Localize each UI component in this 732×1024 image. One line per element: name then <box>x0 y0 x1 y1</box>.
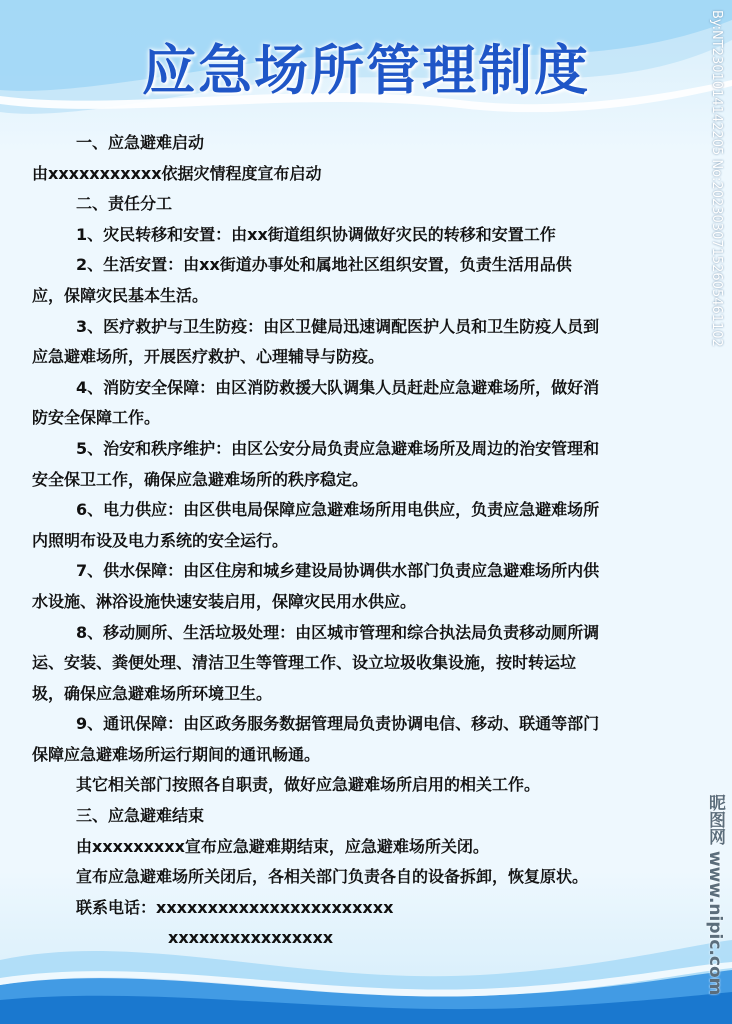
duty-item-5: 5、治安和秩序维护：由区公安分局负责应急避难场所及周边的治安管理和 <box>76 438 600 458</box>
regulation-body <box>32 128 704 954</box>
duty-item-6: 6、电力供应：由区供电局保障应急避难场所用电供应，负责应急避难场所 <box>76 500 600 520</box>
contact-value-2: xxxxxxxxxxxxxxxx <box>168 928 334 948</box>
duty-item-1: 1、灾民转移和安置：由xx街道组织协调做好灾民的转移和安置工作 <box>76 224 556 244</box>
section-heading-duties: 二、责任分工 <box>76 194 173 214</box>
page-title: 应急场所管理制度 <box>142 39 590 102</box>
site-watermark: 昵图网 www.nipic.com <box>705 794 725 996</box>
section-heading-start: 一、应急避难启动 <box>76 133 205 152</box>
duty-item-3-cont: 应急避难场所，开展医疗救护、心理辅导与防疫。 <box>32 347 385 367</box>
section-heading-end: 三、应急避难结束 <box>76 806 205 826</box>
contact-phone <box>32 893 704 924</box>
duty-item-8-cont2: 圾，确保应急避难场所环境卫生。 <box>32 683 273 703</box>
duty-item-8-cont: 运、安装、粪便处理、清洁卫生等管理工作、设立垃圾收集设施，按时转运垃 <box>32 653 577 673</box>
section-body-start: 由xxxxxxxxxxx依据灾情程度宣布启动 <box>32 163 322 183</box>
duty-item-9: 9、通讯保障：由区政务服务数据管理局负责协调电信、移动、联通等部门 <box>76 714 600 734</box>
duty-item-2: 2、生活安置：由xx街道办事处和属地社区组织安置，负责生活用品供 <box>76 255 572 275</box>
duty-item-3: 3、医疗救护与卫生防疫：由区卫健局迅速调配医护人员和卫生防疫人员到 <box>76 316 600 336</box>
id-watermark: By:NT2301014142205 No:20230307152605461102 <box>709 10 724 347</box>
contact-label: 联系电话： <box>76 897 157 917</box>
duty-item-4-cont: 防安全保障工作。 <box>32 408 161 428</box>
duty-item-7: 7、供水保障：由区住房和城乡建设局协调供水部门负责应急避难场所内供 <box>76 561 600 581</box>
duty-item-2-cont: 应，保障灾民基本生活。 <box>32 285 209 305</box>
duty-item-4: 4、消防安全保障：由区消防救援大队调集人员赶赴应急避难场所，做好消 <box>76 377 600 397</box>
duty-item-8: 8、移动厕所、生活垃圾处理：由区城市管理和综合执法局负责移动厕所调 <box>76 622 600 642</box>
duty-item-9-cont: 保障应急避难场所运行期间的通讯畅通。 <box>32 744 321 764</box>
duty-item-5-cont: 安全保卫工作，确保应急避难场所的秩序稳定。 <box>32 469 369 489</box>
other-departments-note: 其它相关部门按照各自职责，做好应急避难场所启用的相关工作。 <box>76 775 541 795</box>
contact-value-1: xxxxxxxxxxxxxxxxxxxxxxx <box>156 897 394 917</box>
duty-item-6-cont: 内照明布设及电力系统的安全运行。 <box>32 530 289 550</box>
section-end-line-1: 由xxxxxxxxx宣布应急避难期结束，应急避难场所关闭。 <box>76 836 489 856</box>
section-end-line-2: 宣布应急避难场所关闭后，各相关部门负责各自的设备拆卸，恢复原状。 <box>76 867 589 887</box>
duty-item-7-cont: 水设施、淋浴设施快速安装启用，保障灾民用水供应。 <box>32 591 417 611</box>
